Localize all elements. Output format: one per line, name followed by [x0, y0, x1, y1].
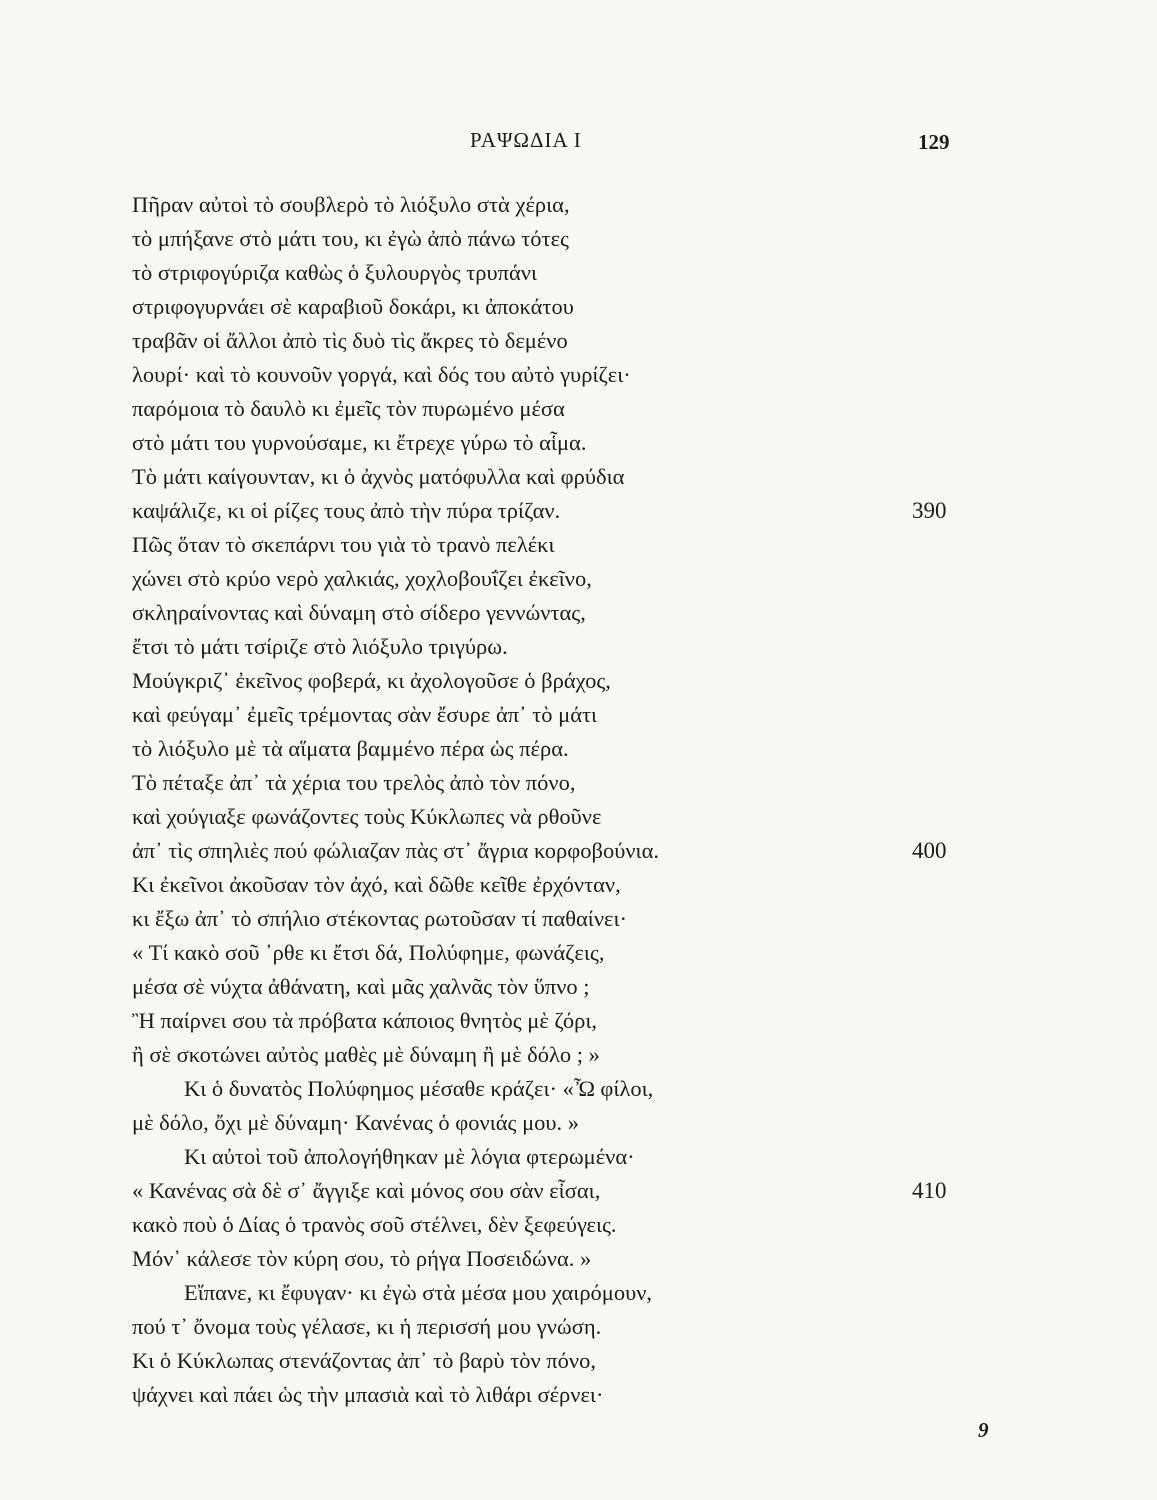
- verse-line: [132, 766, 962, 800]
- verse-text: κι ἔξω ἀπ᾽ τὸ σπήλιο στέκοντας ρωτοῦσαν τί παθαίνει·: [132, 906, 628, 931]
- verse-text: πού τ᾽ ὄνομα τοὺς γέλασε, κι ἡ περισσή μου γνώση.: [132, 1314, 602, 1339]
- verse-text: καψάλιζε, κι οἱ ρίζες τους ἀπὸ τὴν πύρα τρίζαν.: [132, 498, 561, 523]
- verse-line: [132, 222, 962, 256]
- verse-line: [132, 1038, 962, 1072]
- verse-text: ψάχνει καὶ πάει ὡς τὴν μπασιὰ καὶ τὸ λιθάρι σέρνει·: [132, 1382, 604, 1407]
- verse-text: στὸ μάτι του γυρνούσαμε, κι ἔτρεχε γύρω τὸ αἷμα.: [132, 430, 587, 455]
- verse-text: σκληραίνοντας καὶ δύναμη στὸ σίδερο γεννώντας,: [132, 600, 586, 625]
- verse-line: [132, 324, 962, 358]
- verse-line: [132, 630, 962, 664]
- verse-text: τραβᾶν οἱ ἄλλοι ἀπὸ τὶς δυὸ τὶς ἄκρες τὸ δεμένο: [132, 328, 568, 353]
- verse-line: [132, 528, 962, 562]
- line-number: 410: [912, 1178, 947, 1203]
- line-number: 400: [912, 838, 947, 863]
- signature-mark: 9: [978, 1418, 989, 1442]
- running-head: [0, 128, 1157, 158]
- verse-text: λουρί· καὶ τὸ κουνοῦν γοργά, καὶ δός του αὐτὸ γυρίζει·: [132, 362, 631, 387]
- verse-text: Τὸ πέταξε ἀπ᾽ τὰ χέρια του τρελὸς ἀπὸ τὸν πόνο,: [132, 770, 576, 795]
- verse-text: Μούγκριζ᾽ ἐκεῖνος φοβερά, κι ἀχολογοῦσε ὁ βράχος,: [132, 668, 611, 693]
- verse-text: Κι ὁ δυνατὸς Πολύφημος μέσαθε κράζει· «Ὦ φίλοι,: [184, 1076, 654, 1101]
- verse-block: [132, 188, 962, 1412]
- verse-line: [132, 732, 962, 766]
- verse-text: Πῆραν αὐτοὶ τὸ σουβλερὸ τὸ λιόξυλο στὰ χέρια,: [132, 192, 570, 217]
- verse-line: [132, 1344, 962, 1378]
- verse-line: [132, 1378, 962, 1412]
- verse-text: τὸ στριφογύριζα καθὼς ὁ ξυλουργὸς τρυπάνι: [132, 260, 538, 285]
- verse-text: χώνει στὸ κρύο νερὸ χαλκιάς, χοχλοβουΐζει ἐκεῖνο,: [132, 566, 592, 591]
- verse-text: « Τί κακὸ σοῦ ᾽ρθε κι ἔτσι δά, Πολύφημε, φωνάζεις,: [132, 940, 605, 965]
- verse-line: [132, 664, 962, 698]
- verse-line: [132, 1004, 962, 1038]
- verse-text: Ἢ παίρνει σου τὰ πρόβατα κάποιος θνητὸς μὲ ζόρι,: [132, 1008, 598, 1033]
- verse-line: [132, 562, 962, 596]
- verse-line: [132, 460, 962, 494]
- verse-text: κακὸ ποὺ ὁ Δίας ὁ τρανὸς σοῦ στέλνει, δὲν ξεφεύγεις.: [132, 1212, 617, 1237]
- verse-line: [132, 494, 962, 528]
- verse-text: Τὸ μάτι καίγουνταν, κι ὁ ἀχνὸς ματόφυλλα καὶ φρύδια: [132, 464, 625, 489]
- verse-line: [132, 426, 962, 460]
- verse-line: [132, 1208, 962, 1242]
- verse-line: [132, 596, 962, 630]
- verse-line: [132, 868, 962, 902]
- verse-line: [132, 256, 962, 290]
- verse-line: [132, 1174, 962, 1208]
- verse-line: [132, 834, 962, 868]
- verse-line: [132, 188, 962, 222]
- verse-line: [132, 1310, 962, 1344]
- verse-line: [132, 698, 962, 732]
- verse-text: παρόμοια τὸ δαυλὸ κι ἐμεῖς τὸν πυρωμένο μέσα: [132, 396, 565, 421]
- verse-line: [132, 902, 962, 936]
- verse-text: Μόν᾽ κάλεσε τὸν κύρη σου, τὸ ρήγα Ποσειδώνα. »: [132, 1246, 592, 1271]
- verse-text: ἀπ᾽ τὶς σπηλιὲς πού φώλιαζαν πὰς στ᾽ ἄγρια κορφοβούνια.: [132, 838, 659, 863]
- verse-text: Κι αὐτοὶ τοῦ ἀπολογήθηκαν μὲ λόγια φτερωμένα·: [184, 1144, 635, 1169]
- verse-line: [132, 358, 962, 392]
- verse-text: μὲ δόλο, ὄχι μὲ δύναμη· Κανένας ὁ φονιάς μου. »: [132, 1110, 580, 1135]
- verse-line: [132, 1140, 962, 1174]
- verse-text: « Κανένας σὰ δὲ σ᾽ ἄγγιξε καὶ μόνος σου σὰν εἶσαι,: [132, 1178, 601, 1203]
- verse-text: Κι ὁ Κύκλωπας στενάζοντας ἀπ᾽ τὸ βαρὺ τὸν πόνο,: [132, 1348, 596, 1373]
- verse-line: [132, 290, 962, 324]
- verse-line: [132, 1072, 962, 1106]
- line-number: 390: [912, 498, 947, 523]
- verse-text: μέσα σὲ νύχτα ἀθάνατη, καὶ μᾶς χαλνᾶς τὸν ὕπνο ;: [132, 974, 590, 999]
- verse-text: Κι ἐκεῖνοι ἀκοῦσαν τὸν ἀχό, καὶ δῶθε κεῖθε ἐρχόνταν,: [132, 872, 621, 897]
- verse-line: [132, 800, 962, 834]
- verse-line: [132, 970, 962, 1004]
- verse-text: στριφογυρνάει σὲ καραβιοῦ δοκάρι, κι ἀποκάτου: [132, 294, 574, 319]
- verse-text: τὸ λιόξυλο μὲ τὰ αἵματα βαμμένο πέρα ὡς πέρα.: [132, 736, 569, 761]
- verse-line: [132, 1276, 962, 1310]
- verse-line: [132, 1106, 962, 1140]
- verse-text: ἔτσι τὸ μάτι τσίριζε στὸ λιόξυλο τριγύρω.: [132, 634, 508, 659]
- verse-line: [132, 392, 962, 426]
- verse-line: [132, 936, 962, 970]
- running-title: ΡΑΨΩΔΙΑ Ι: [470, 128, 582, 152]
- verse-line: [132, 1242, 962, 1276]
- verse-text: Πῶς ὅταν τὸ σκεπάρνι του γιὰ τὸ τρανὸ πελέκι: [132, 532, 555, 557]
- verse-text: τὸ μπήξανε στὸ μάτι του, κι ἐγὼ ἀπὸ πάνω τότες: [132, 226, 569, 251]
- verse-text: καὶ χούγιαξε φωνάζοντες τοὺς Κύκλωπες νὰ ρθοῦνε: [132, 804, 602, 829]
- page-number: 129: [918, 130, 950, 154]
- verse-text: ἢ σὲ σκοτώνει αὐτὸς μαθὲς μὲ δύναμη ἢ μὲ δόλο ; »: [132, 1042, 600, 1067]
- verse-text: καὶ φεύγαμ᾽ ἐμεῖς τρέμοντας σὰν ἔσυρε ἀπ᾽ τὸ μάτι: [132, 702, 598, 727]
- verse-text: Εἴπανε, κι ἔφυγαν· κι ἐγὼ στὰ μέσα μου χαιρόμουν,: [184, 1280, 653, 1305]
